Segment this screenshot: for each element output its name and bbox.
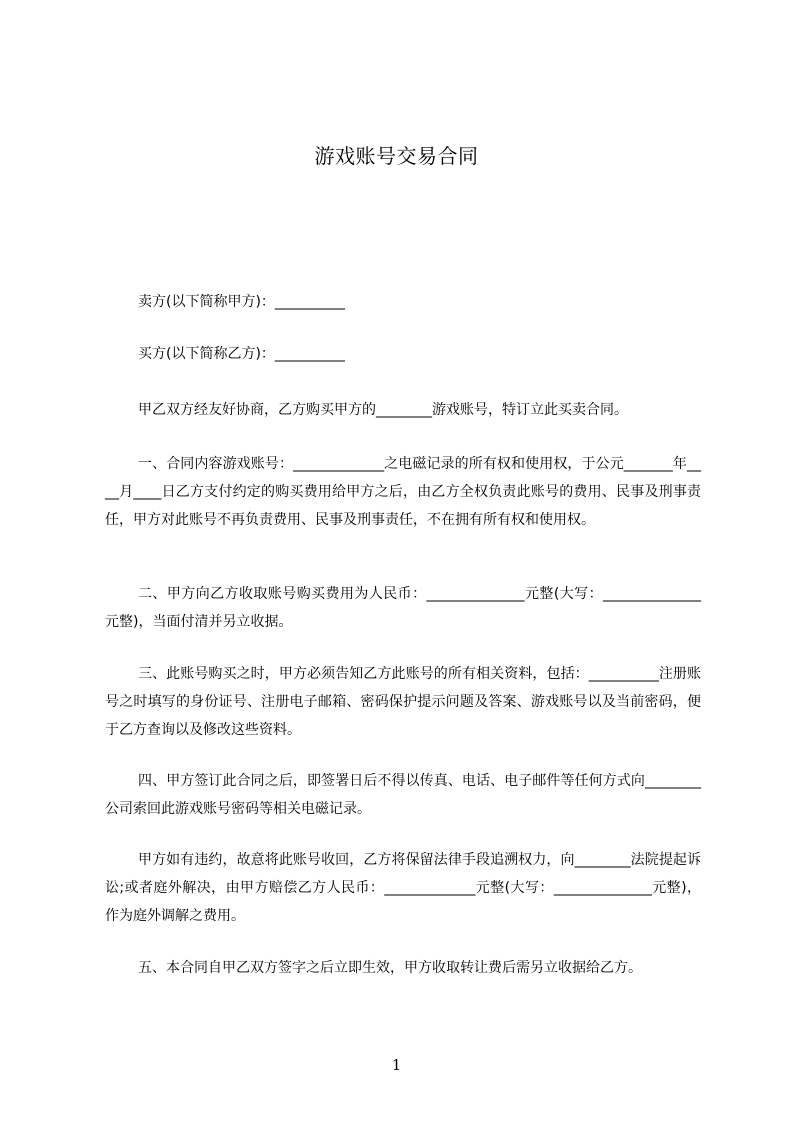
- clause-one-paragraph: 一、合同内容游戏账号：_____________之电磁记录的所有权和使用权，于公元_______年____月____日乙方支付约定的购买费用给甲方之后，由乙方全权负责此账号的费用、民事及刑事责任，甲方对此账号不再负责费用、民事及刑事责任，不在拥有所有权和使用权。: [105, 456, 701, 528]
- page-number: 1: [391, 1056, 402, 1074]
- clause-two-paragraph: 二、甲方向乙方收取账号购买费用为人民币：______________元整(大写：______________元整)，当面付清并另立收据。: [105, 586, 701, 630]
- clause-three-paragraph: 三、此账号购买之时，甲方必须告知乙方此账号的所有相关资料，包括：__________注册账号之时填写的身份证号、注册电子邮箱、密码保护提示问题及答案、游戏账号以及当前密码，便于乙方查询以及修改这些资料。: [105, 666, 701, 738]
- seller-line: 卖方(以下简称甲方)：__________: [138, 294, 345, 310]
- contract-title: 游戏账号交易合同: [314, 144, 479, 168]
- clause-four-paragraph: 四、甲方签订此合同之后，即签署日后不得以传真、电话、电子邮件等任何方式向________公司索回此游戏账号密码等相关电磁记录。: [105, 773, 701, 817]
- buyer-line: 买方(以下简称乙方)：__________: [138, 346, 345, 362]
- intro-paragraph: 甲乙双方经友好协商，乙方购买甲方的________游戏账号，特订立此买卖合同。: [138, 402, 628, 418]
- clause-five-paragraph: 五、本合同自甲乙双方签字之后立即生效，甲方收取转让费后需另立收据给乙方。: [138, 960, 642, 976]
- breach-paragraph: 甲方如有违约，故意将此账号收回，乙方将保留法律手段追溯权力，向________法院提起诉讼;或者庭外解决，由甲方赔偿乙方人民币：_____________元整(大写：______________元整)，作为庭外调解之费用。: [105, 852, 701, 924]
